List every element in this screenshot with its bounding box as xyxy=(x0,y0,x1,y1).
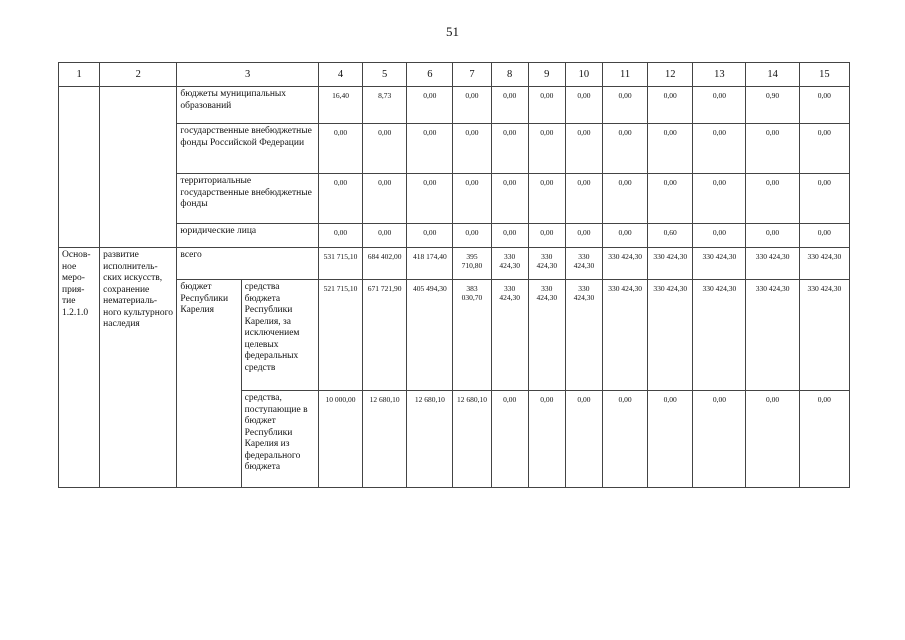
value-cell: 0,00 xyxy=(799,124,849,174)
value-cell: 0,00 xyxy=(602,224,647,248)
value-cell: 0,00 xyxy=(602,124,647,174)
value-cell: 0,60 xyxy=(648,224,693,248)
table-row xyxy=(59,224,850,248)
value-cell: 0,00 xyxy=(693,391,746,488)
value-cell: 0,00 xyxy=(693,174,746,224)
value-cell: 0,00 xyxy=(565,391,602,488)
value-cell: 418 174,40 xyxy=(407,248,453,280)
value-cell: 0,00 xyxy=(453,124,491,174)
value-cell: 0,00 xyxy=(565,87,602,124)
value-cell: 0,00 xyxy=(799,174,849,224)
value-cell: 8,73 xyxy=(363,87,407,124)
value-cell: 0,00 xyxy=(799,224,849,248)
value-cell: 330 424,30 xyxy=(602,248,647,280)
budget-group-label: бюджет Республики Карелия xyxy=(177,280,241,488)
page-number: 51 xyxy=(446,24,459,39)
empty-cell xyxy=(59,87,100,248)
value-cell: 330 424,30 xyxy=(693,248,746,280)
value-cell: 330 424,30 xyxy=(565,280,602,391)
value-cell: 0,00 xyxy=(693,87,746,124)
value-cell: 0,00 xyxy=(453,87,491,124)
column-header: 3 xyxy=(177,63,319,87)
value-cell: 330 424,30 xyxy=(693,280,746,391)
row-label: бюджеты муниципальных образований xyxy=(177,87,319,124)
budget-table xyxy=(58,62,850,488)
value-cell: 330 424,30 xyxy=(565,248,602,280)
row-label: юридические лица xyxy=(177,224,319,248)
empty-cell xyxy=(100,87,177,248)
value-cell: 0,00 xyxy=(528,224,565,248)
value-cell: 0,00 xyxy=(602,174,647,224)
value-cell: 12 680,10 xyxy=(363,391,407,488)
value-cell: 0,00 xyxy=(602,391,647,488)
value-cell: 0,00 xyxy=(491,87,528,124)
value-cell: 330 424,30 xyxy=(491,280,528,391)
table-row xyxy=(59,124,850,174)
value-cell: 12 680,10 xyxy=(453,391,491,488)
value-cell: 0,00 xyxy=(648,174,693,224)
value-cell: 405 494,30 xyxy=(407,280,453,391)
value-cell: 0,00 xyxy=(799,87,849,124)
table-row xyxy=(59,280,850,391)
table-row xyxy=(59,87,850,124)
column-header: 10 xyxy=(565,63,602,87)
measure-code: Основ-ное меро-прия-тие 1.2.1.0 xyxy=(59,248,100,488)
column-header: 11 xyxy=(602,63,647,87)
row-label: средства бюджета Республики Карелия, за исключением целевых федеральных средств xyxy=(241,280,318,391)
column-header: 7 xyxy=(453,63,491,87)
value-cell: 0,90 xyxy=(746,87,799,124)
value-cell: 0,00 xyxy=(648,124,693,174)
value-cell: 684 402,00 xyxy=(363,248,407,280)
measure-name: развитие исполнитель-ских искусств, сохранение нематериаль-ного культурного наследия xyxy=(100,248,177,488)
value-cell: 0,00 xyxy=(407,224,453,248)
header-row xyxy=(59,63,850,87)
column-header: 15 xyxy=(799,63,849,87)
value-cell: 0,00 xyxy=(453,224,491,248)
value-cell: 0,00 xyxy=(318,174,362,224)
value-cell: 330 424,30 xyxy=(648,280,693,391)
value-cell: 0,00 xyxy=(746,174,799,224)
value-cell: 521 715,10 xyxy=(318,280,362,391)
value-cell: 330 424,30 xyxy=(799,248,849,280)
value-cell: 0,00 xyxy=(491,224,528,248)
value-cell: 10 000,00 xyxy=(318,391,362,488)
value-cell: 0,00 xyxy=(528,391,565,488)
column-header: 8 xyxy=(491,63,528,87)
value-cell: 0,00 xyxy=(491,124,528,174)
value-cell: 330 424,30 xyxy=(491,248,528,280)
value-cell: 0,00 xyxy=(693,124,746,174)
column-header: 14 xyxy=(746,63,799,87)
value-cell: 0,00 xyxy=(528,124,565,174)
column-header: 5 xyxy=(363,63,407,87)
value-cell: 531 715,10 xyxy=(318,248,362,280)
value-cell: 0,00 xyxy=(318,224,362,248)
column-header: 9 xyxy=(528,63,565,87)
value-cell: 0,00 xyxy=(565,224,602,248)
value-cell: 330 424,30 xyxy=(602,280,647,391)
value-cell: 0,00 xyxy=(648,391,693,488)
value-cell: 0,00 xyxy=(363,174,407,224)
value-cell: 0,00 xyxy=(693,224,746,248)
value-cell: 0,00 xyxy=(407,124,453,174)
table-row xyxy=(59,174,850,224)
value-cell: 0,00 xyxy=(363,124,407,174)
row-label: всего xyxy=(177,248,319,280)
value-cell: 0,00 xyxy=(407,174,453,224)
value-cell: 0,00 xyxy=(453,174,491,224)
value-cell: 671 721,90 xyxy=(363,280,407,391)
value-cell: 0,00 xyxy=(565,174,602,224)
value-cell: 12 680,10 xyxy=(407,391,453,488)
value-cell: 0,00 xyxy=(363,224,407,248)
value-cell: 0,00 xyxy=(746,224,799,248)
column-header: 12 xyxy=(648,63,693,87)
column-header: 6 xyxy=(407,63,453,87)
value-cell: 0,00 xyxy=(746,391,799,488)
value-cell: 0,00 xyxy=(318,124,362,174)
value-cell: 0,00 xyxy=(528,87,565,124)
value-cell: 0,00 xyxy=(602,87,647,124)
value-cell: 330 424,30 xyxy=(528,248,565,280)
value-cell: 330 424,30 xyxy=(528,280,565,391)
row-label: территориальные государственные внебюджетные фонды xyxy=(177,174,319,224)
value-cell: 0,00 xyxy=(528,174,565,224)
value-cell: 330 424,30 xyxy=(648,248,693,280)
value-cell: 0,00 xyxy=(565,124,602,174)
table-row xyxy=(59,248,850,280)
value-cell: 0,00 xyxy=(491,174,528,224)
column-header: 4 xyxy=(318,63,362,87)
value-cell: 0,00 xyxy=(746,124,799,174)
row-label: средства, поступающие в бюджет Республики Карелия из федерального бюджета xyxy=(241,391,318,488)
value-cell: 0,00 xyxy=(799,391,849,488)
column-header: 1 xyxy=(59,63,100,87)
value-cell: 0,00 xyxy=(407,87,453,124)
column-header: 13 xyxy=(693,63,746,87)
value-cell: 330 424,30 xyxy=(746,280,799,391)
value-cell: 16,40 xyxy=(318,87,362,124)
value-cell: 0,00 xyxy=(648,87,693,124)
value-cell: 395 710,80 xyxy=(453,248,491,280)
value-cell: 383 030,70 xyxy=(453,280,491,391)
value-cell: 0,00 xyxy=(491,391,528,488)
row-label: государственные внебюджетные фонды Российской Федерации xyxy=(177,124,319,174)
value-cell: 330 424,30 xyxy=(746,248,799,280)
value-cell: 330 424,30 xyxy=(799,280,849,391)
column-header: 2 xyxy=(100,63,177,87)
